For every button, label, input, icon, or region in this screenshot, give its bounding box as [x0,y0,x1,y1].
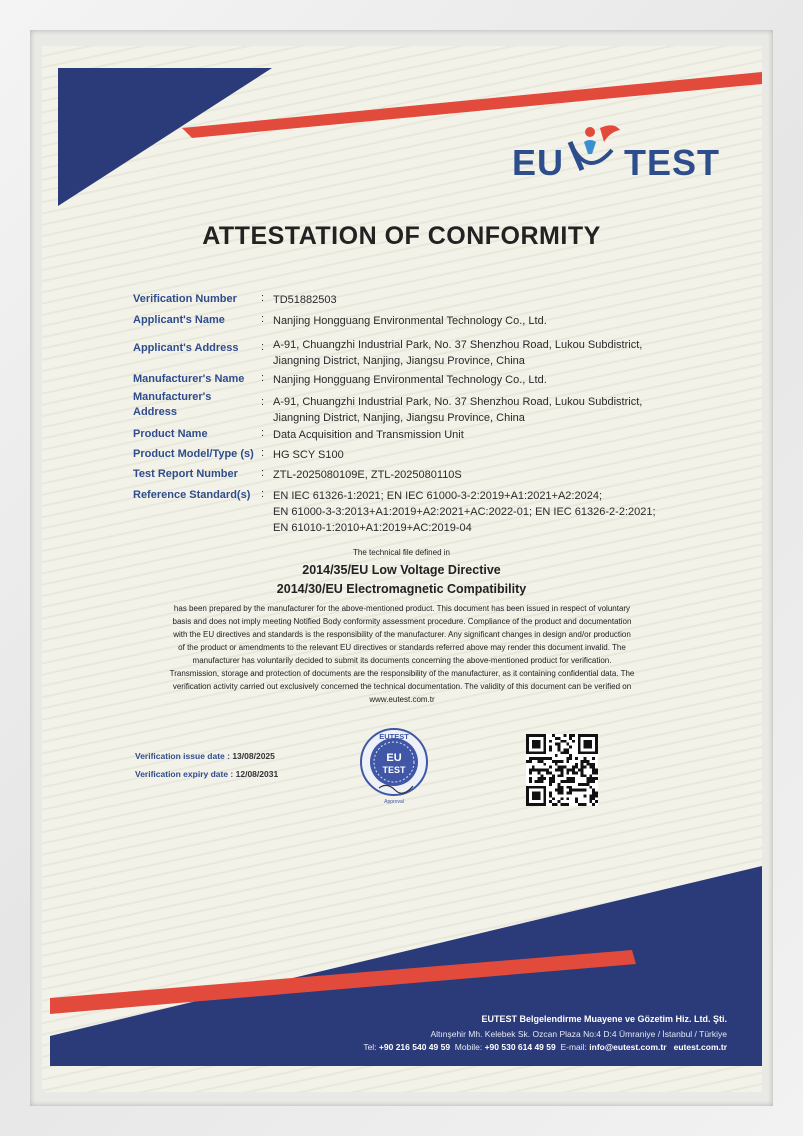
eutest-seal-stamp [357,728,431,806]
field-value: Nanjing Hongguang Environmental Technology Co., Ltd. [273,374,547,386]
verification-url: www.eutest.com.tr [369,695,435,704]
field-value: Data Acquisition and Transmission Unit [273,429,464,441]
field-colon: : [261,292,265,304]
field-value: A-91, Chuangzhi Industrial Park, No. 37 Shenzhou Road, Lukou Subdistrict, Jiangning District, Nanjing, Jiangsu Province, China [273,396,643,424]
technical-file-intro: The technical file defined in [353,548,450,557]
field-value: EN IEC 61326-1:2021; EN IEC 61000-3-2:2019+A1:2021+A2:2024; EN 61000-3-3:2013+A1:2019+A2:2021+AC:2022-01; EN IEC 61326-2-2:2021; EN 61010-1:2010+A1:2019+AC:2019-04 [273,490,656,534]
field-label: Reference Standard(s) [133,489,251,501]
field-value: TD51882503 [273,294,337,306]
logo-test-text: TEST [624,142,721,183]
statement-line: Transmission, storage and protection of documents are the responsibility of the manufacturer, as it containing confidential data. The [169,669,635,678]
statement-paragraph [132,602,672,706]
field-label: Product Name [133,428,208,440]
svg-text:Approval: Approval [384,799,404,805]
issue-date: Verification issue date : 13/08/2025 [135,751,275,761]
field-label: Manufacturer's Address [133,391,212,418]
field-value: ZTL-2025080109E, ZTL-2025080110S [273,469,462,481]
field-colon: : [261,396,265,408]
footer-company: EUTEST Belgelendirme Muayene ve Gözetim Hiz. Ltd. Şti. [481,1014,727,1024]
footer-mobile: +90 530 614 49 59 [484,1042,556,1052]
document-title: ATTESTATION OF CONFORMITY [202,222,601,250]
field-colon: : [261,467,265,479]
statement-line: basis and does not imply meeting Notified Body conformity assessment procedure. Compliance of the product and documentation [172,617,632,626]
svg-text:TEST: TEST [382,765,406,775]
footer-tel: +90 216 540 49 59 [378,1042,451,1052]
field-colon: : [261,341,265,353]
statement-line: manufacturer has voluntarily decided to submit its documents concerning the above-mentioned product for verification. [192,656,612,665]
field-colon: : [261,313,265,325]
footer-contacts: Tel: +90 216 540 49 59 Mobile: +90 530 614 49 59 E-mail: info@eutest.com.tr eutest.com.tr [363,1042,727,1052]
field-label: Test Report Number [133,468,238,480]
field-value: A-91, Chuangzhi Industrial Park, No. 37 Shenzhou Road, Lukou Subdistrict, Jiangning District, Nanjing, Jiangsu Province, China [273,339,643,367]
footer-email[interactable]: info@eutest.com.tr [589,1042,667,1052]
field-value: Nanjing Hongguang Environmental Technology Co., Ltd. [273,315,547,327]
field-label: Manufacturer's Name [133,373,245,385]
statement-line: with the EU directives and standards is the responsibility of the manufacturer. Any significant changes in design and/or production [173,630,631,639]
top-navy-band [58,68,272,206]
field-value: HG SCY S100 [273,449,344,461]
field-colon: : [261,372,265,384]
field-colon: : [261,427,265,439]
logo-eu-text: EU [512,142,565,183]
footer-address: Altınşehir Mh. Kelebek Sk. Ozcan Plaza No:4 D:4 Ümraniye / İstanbul / Türkiye [430,1029,727,1039]
eutest-logo [512,120,722,190]
statement-line: has been prepared by the manufacturer for the above-mentioned product. This document has been issued in respect of voluntary [173,604,631,613]
field-colon: : [261,488,265,500]
verification-qr-code[interactable] [526,734,598,806]
svg-text:EU: EU [386,752,402,764]
field-colon: : [261,447,265,459]
field-label: Product Model/Type (s) [133,448,254,460]
field-label: Applicant's Name [133,314,225,326]
field-label: Verification Number [133,293,237,305]
statement-line: of the product or amendments to the relevant EU directives or standards referred above may render this document invalid. The [178,643,626,652]
field-label: Applicant's Address [133,342,239,354]
expiry-date-value: 12/08/2031 [235,769,279,779]
expiry-date: Verification expiry date : 12/08/2031 [135,769,279,779]
svg-text:EUTEST: EUTEST [379,732,409,741]
directive-emc: 2014/30/EU Electromagnetic Compatibility [276,582,527,596]
footer-website[interactable]: eutest.com.tr [673,1042,727,1052]
issue-date-value: 13/08/2025 [232,751,275,761]
directive-lvd: 2014/35/EU Low Voltage Directive [302,563,501,577]
logo-emblem-icon [560,120,622,186]
statement-line: verification activity carried out exclusively concerned the technical documentation. The validity of this document can be verified on [172,682,632,691]
